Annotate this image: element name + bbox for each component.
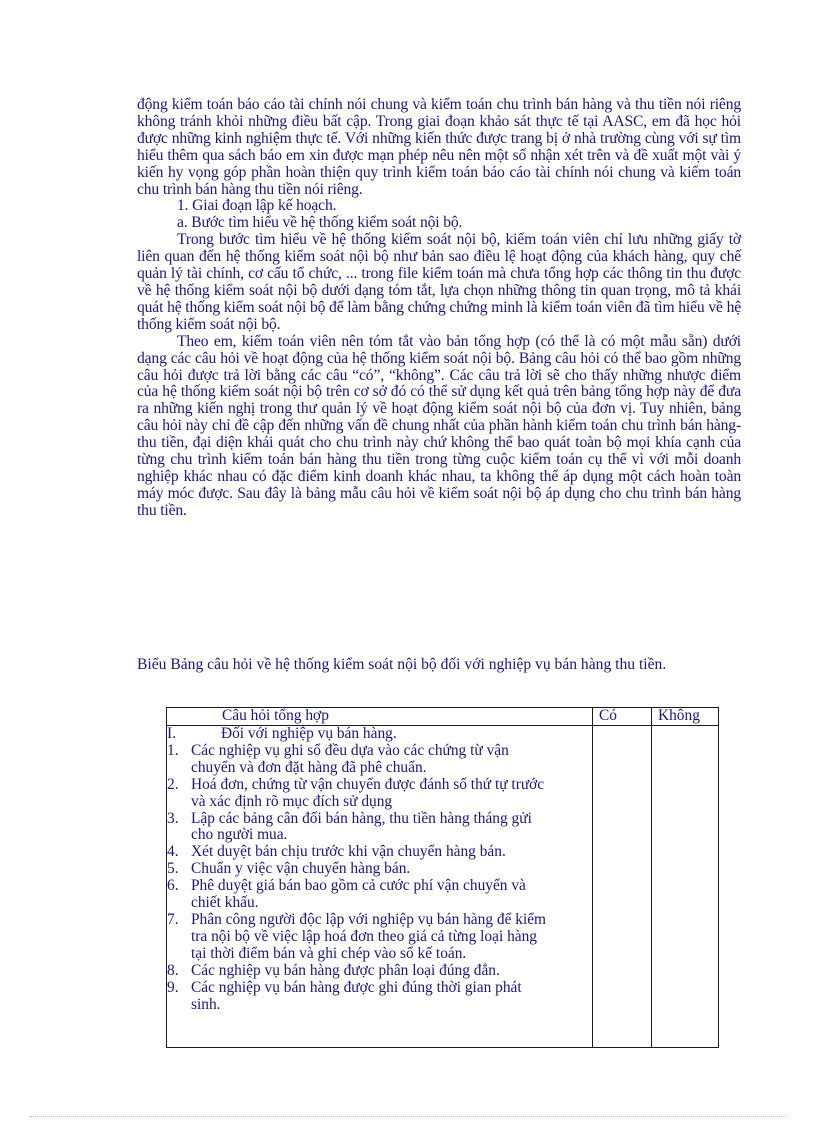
question-number: 5. bbox=[167, 860, 179, 878]
paragraph-intro: động kiểm toán báo cáo tài chính nói chung và kiểm toán chu trình bán hàng và thu tiền nói riêng không tránh khỏi những điều bất cập. Trong giai đoạn khảo sát thực tế tại AASC, em đã học hỏi được những kinh nghiệm thực tế. Với những kiến thức được trang bị ở nhà trường cùng với sự tìm hiểu thêm qua sách báo em xin được mạn phép nêu nên một số nhận xét trên và đề xuất một vài ý kiến hy vọng góp phần hoàn thiện quy trình kiểm toán báo cáo tài chính nói chung và kiểm toán chu trình bán hàng thu tiền nói riêng. bbox=[137, 96, 741, 198]
question-number: 4. bbox=[167, 843, 179, 861]
question-number: 1. bbox=[167, 741, 179, 759]
question-cell bbox=[167, 726, 593, 1048]
paragraph-internal-control: Trong bước tìm hiểu về hệ thống kiểm soát nội bộ, kiểm toán viên chỉ lưu những giấy tờ liên quan đến hệ thống kiểm soát nội bộ như bản sao điều lệ hoạt động của khách hàng, quy chế quản lý tài chính, cơ cấu tổ chức, ... trong file kiểm toán mà chưa tổng hợp các thông tin thu được về hệ thống kiểm soát nội bộ dưới dạng tóm tắt, lựa chọn những thông tin quan trọng, mô tả khái quát hệ thống kiểm soát nội bộ để làm bằng chứng chứng minh là kiểm toán viên đã tìm hiểu về hệ thống kiểm soát nội bộ. bbox=[137, 231, 741, 333]
section-number: I. bbox=[167, 725, 176, 742]
question-number: 3. bbox=[167, 809, 179, 827]
header-no: Không bbox=[652, 708, 719, 726]
header-question: Câu hỏi tổng hợp bbox=[167, 708, 593, 726]
table-caption: Biểu Bảng câu hỏi về hệ thống kiểm soát nội bộ đối với nghiệp vụ bán hàng thu tiền. bbox=[137, 656, 667, 673]
question-text: Hoá đơn, chứng từ vận chuyển được đánh số thứ tự trước và xác định rõ mục đích sử dụng bbox=[191, 775, 545, 810]
question-item bbox=[167, 861, 592, 878]
question-number: 2. bbox=[167, 775, 179, 793]
table-row bbox=[167, 726, 719, 1048]
question-item bbox=[167, 743, 592, 777]
header-yes: Có bbox=[593, 708, 652, 726]
list-item-planning-stage: 1. Giai đoạn lập kế hoạch. bbox=[177, 197, 337, 215]
question-item bbox=[167, 912, 592, 963]
table-header-row bbox=[167, 708, 719, 726]
question-text: Các nghiệp vụ bán hàng được phân loại đúng đắn. bbox=[191, 961, 500, 979]
question-text: Các nghiệp vụ bán hàng được ghi đúng thời gian phát sinh. bbox=[191, 978, 522, 1013]
section-title: Đối với nghiệp vụ bán hàng. bbox=[221, 725, 397, 742]
question-item bbox=[167, 777, 592, 811]
yes-answer-cell bbox=[593, 726, 652, 1048]
question-item bbox=[167, 980, 592, 1014]
body-text bbox=[137, 97, 741, 520]
question-text: Chuẩn y việc vận chuyển hàng bán. bbox=[191, 860, 411, 878]
question-text: Các nghiệp vụ ghi sổ đều dựa vào các chứng từ vận chuyển và đơn đặt hàng đã phê chuẩn. bbox=[191, 741, 509, 776]
question-text: Lập các bảng cân đối bán hàng, thu tiền hàng tháng gửi cho người mua. bbox=[191, 809, 532, 844]
questionnaire-table bbox=[166, 707, 719, 1048]
question-text: Phê duyệt giá bán bao gồm cả cước phí vận chuyển và chiết khấu. bbox=[191, 877, 526, 912]
paragraph-recommendation: Theo em, kiểm toán viên nên tóm tắt vào bản tổng hợp (có thể là có một mẫu sẵn) dưới dạng các câu hỏi về hoạt động của hệ thống kiểm soát nội bộ. Bảng câu hỏi có thể bao gồm những câu hỏi được trả lời bằng các câu “có”, “không”. Các câu trả lời sẽ cho thấy những nhược điểm của hệ thống kiểm soát nội bộ trên cơ sở đó có thể sử dụng kết quả trên bảng tổng hợp này để đưa ra những kiến nghị trong thư quản lý về hoạt động kiểm soát nội bộ của đơn vị. Tuy nhiên, bảng câu hỏi này chỉ đề cập đến những vấn đề chung nhất của phần hành kiểm toán chu trình bán hàng- thu tiền, đại diện khái quát cho chu trình này chứ không thể bao quát toàn bộ mọi khía cạnh của từng chu trình kiểm toán bán hàng thu tiền trong từng cuộc kiểm toán cụ thể vì với mỗi doanh nghiệp khác nhau có đặc điểm kinh doanh khác nhau, ta không thể áp dụng một cách hoàn toàn máy móc được. Sau đây là bảng mẫu câu hỏi về kiểm soát nội bộ áp dụng cho chu trình bán hàng thu tiền. bbox=[137, 332, 741, 519]
no-answer-cell bbox=[652, 726, 719, 1048]
question-item bbox=[167, 878, 592, 912]
question-item bbox=[167, 963, 592, 980]
footer-divider bbox=[30, 1116, 786, 1117]
question-item bbox=[167, 844, 592, 861]
question-number: 7. bbox=[167, 910, 179, 928]
question-number: 8. bbox=[167, 961, 179, 979]
question-text: Phân công người độc lập với nghiệp vụ bán hàng để kiểm tra nội bộ về việc lập hoá đơn theo giá cả từng loại hàng tại thời điểm bán và ghi chép vào sổ kế toán. bbox=[191, 910, 547, 962]
question-number: 6. bbox=[167, 877, 179, 895]
list-item-internal-control-step: a. Bước tìm hiểu về hệ thống kiểm soát nội bộ. bbox=[177, 214, 463, 232]
question-number: 9. bbox=[167, 978, 179, 996]
question-text: Xét duyệt bán chịu trước khi vận chuyển hàng bán. bbox=[191, 843, 506, 861]
question-item bbox=[167, 811, 592, 845]
section-heading bbox=[167, 726, 592, 743]
